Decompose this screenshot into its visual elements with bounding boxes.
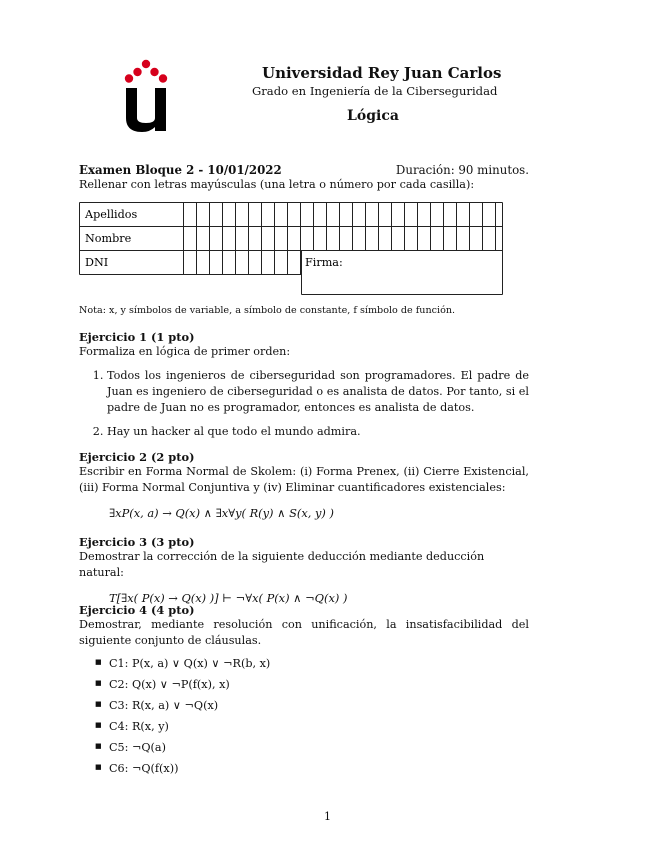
surname-label: Apellidos [85,208,138,221]
exercise-2-title: Ejercicio 2 (2 pto) [79,450,195,464]
exercise-1-title: Ejercicio 1 (1 pto) [79,330,195,344]
clause-item: ■ C4: R(x, y) [95,720,529,741]
exercise-2-intro: Escribir en Forma Normal de Skolem: (i) Forma Prenex, (ii) Cierre Existencial, (iii) Forma Normal Conjuntiva y (iv) Eliminar cuantificadores existenciales: [79,465,529,494]
signature-label: Firma: [305,256,343,269]
student-form-grid [79,202,504,297]
exercise-1-intro: Formaliza en lógica de primer orden: [79,345,291,358]
clause-list [79,657,529,783]
exercise-1-item: 2. Hay un hacker al que todo el mundo admira. [107,424,529,440]
exam-header [79,163,529,177]
exercise-4-title: Ejercicio 4 (4 pto) [79,603,195,617]
exercise-2 [79,450,529,520]
clause-item: ■ C6: ¬Q(f(x)) [95,762,529,783]
exercise-4-intro: Demostrar, mediante resolución con unificación, la insatisfacibilidad del siguiente conjunto de cláusulas. [79,618,529,647]
clause-item: ■ C1: P(x, a) ∨ Q(x) ∨ ¬R(b, x) [95,657,529,678]
university-name: Universidad Rey Juan Carlos [262,64,502,82]
exercise-3-intro: Demostrar la corrección de la siguiente deducción mediante deducción natural: [79,550,485,579]
exercise-1 [79,330,529,448]
clause-item: ■ C3: R(x, a) ∨ ¬Q(x) [95,699,529,720]
exercise-3-formula: T[∃x( P(x) → Q(x) )] ⊢ ¬∀x( P(x) ∧ ¬Q(x) ) [109,591,348,605]
variables-note: Nota: x, y símbolos de variable, a símbolo de constante, f símbolo de función. [79,305,456,316]
exercise-1-list [79,368,529,440]
exam-instructions: Rellenar con letras mayúsculas (una letra o número por cada casilla): [79,178,475,191]
exam-duration: Duración: 90 minutos. [395,163,529,177]
exercise-3 [79,535,529,605]
clause-item: ■ C5: ¬Q(a) [95,741,529,762]
subject-title: Lógica [347,108,399,124]
exercise-4 [79,603,529,783]
clause-item: ■ C2: Q(x) ∨ ¬P(f(x), x) [95,678,529,699]
exam-title: Examen Bloque 2 - 10/01/2022 [79,163,282,177]
exercise-1-item: 1. Todos los ingenieros de ciberseguridad son programadores. El padre de Juan es ingeniero de ciberseguridad o es analista de datos. Por tanto, si el padre de Juan no es programador, entonces es analista de datos. [107,368,529,416]
name-label: Nombre [85,232,132,245]
exercise-3-title: Ejercicio 3 (3 pto) [79,535,195,549]
degree-name: Grado en Ingeniería de la Ciberseguridad [252,84,498,98]
university-logo-icon [124,58,168,132]
exercise-2-formula: ∃xP(x, a) → Q(x) ∧ ∃x∀y( R(y) ∧ S(x, y) ) [109,506,334,520]
dni-label: DNI [85,256,109,269]
page-number: 1 [324,810,331,823]
